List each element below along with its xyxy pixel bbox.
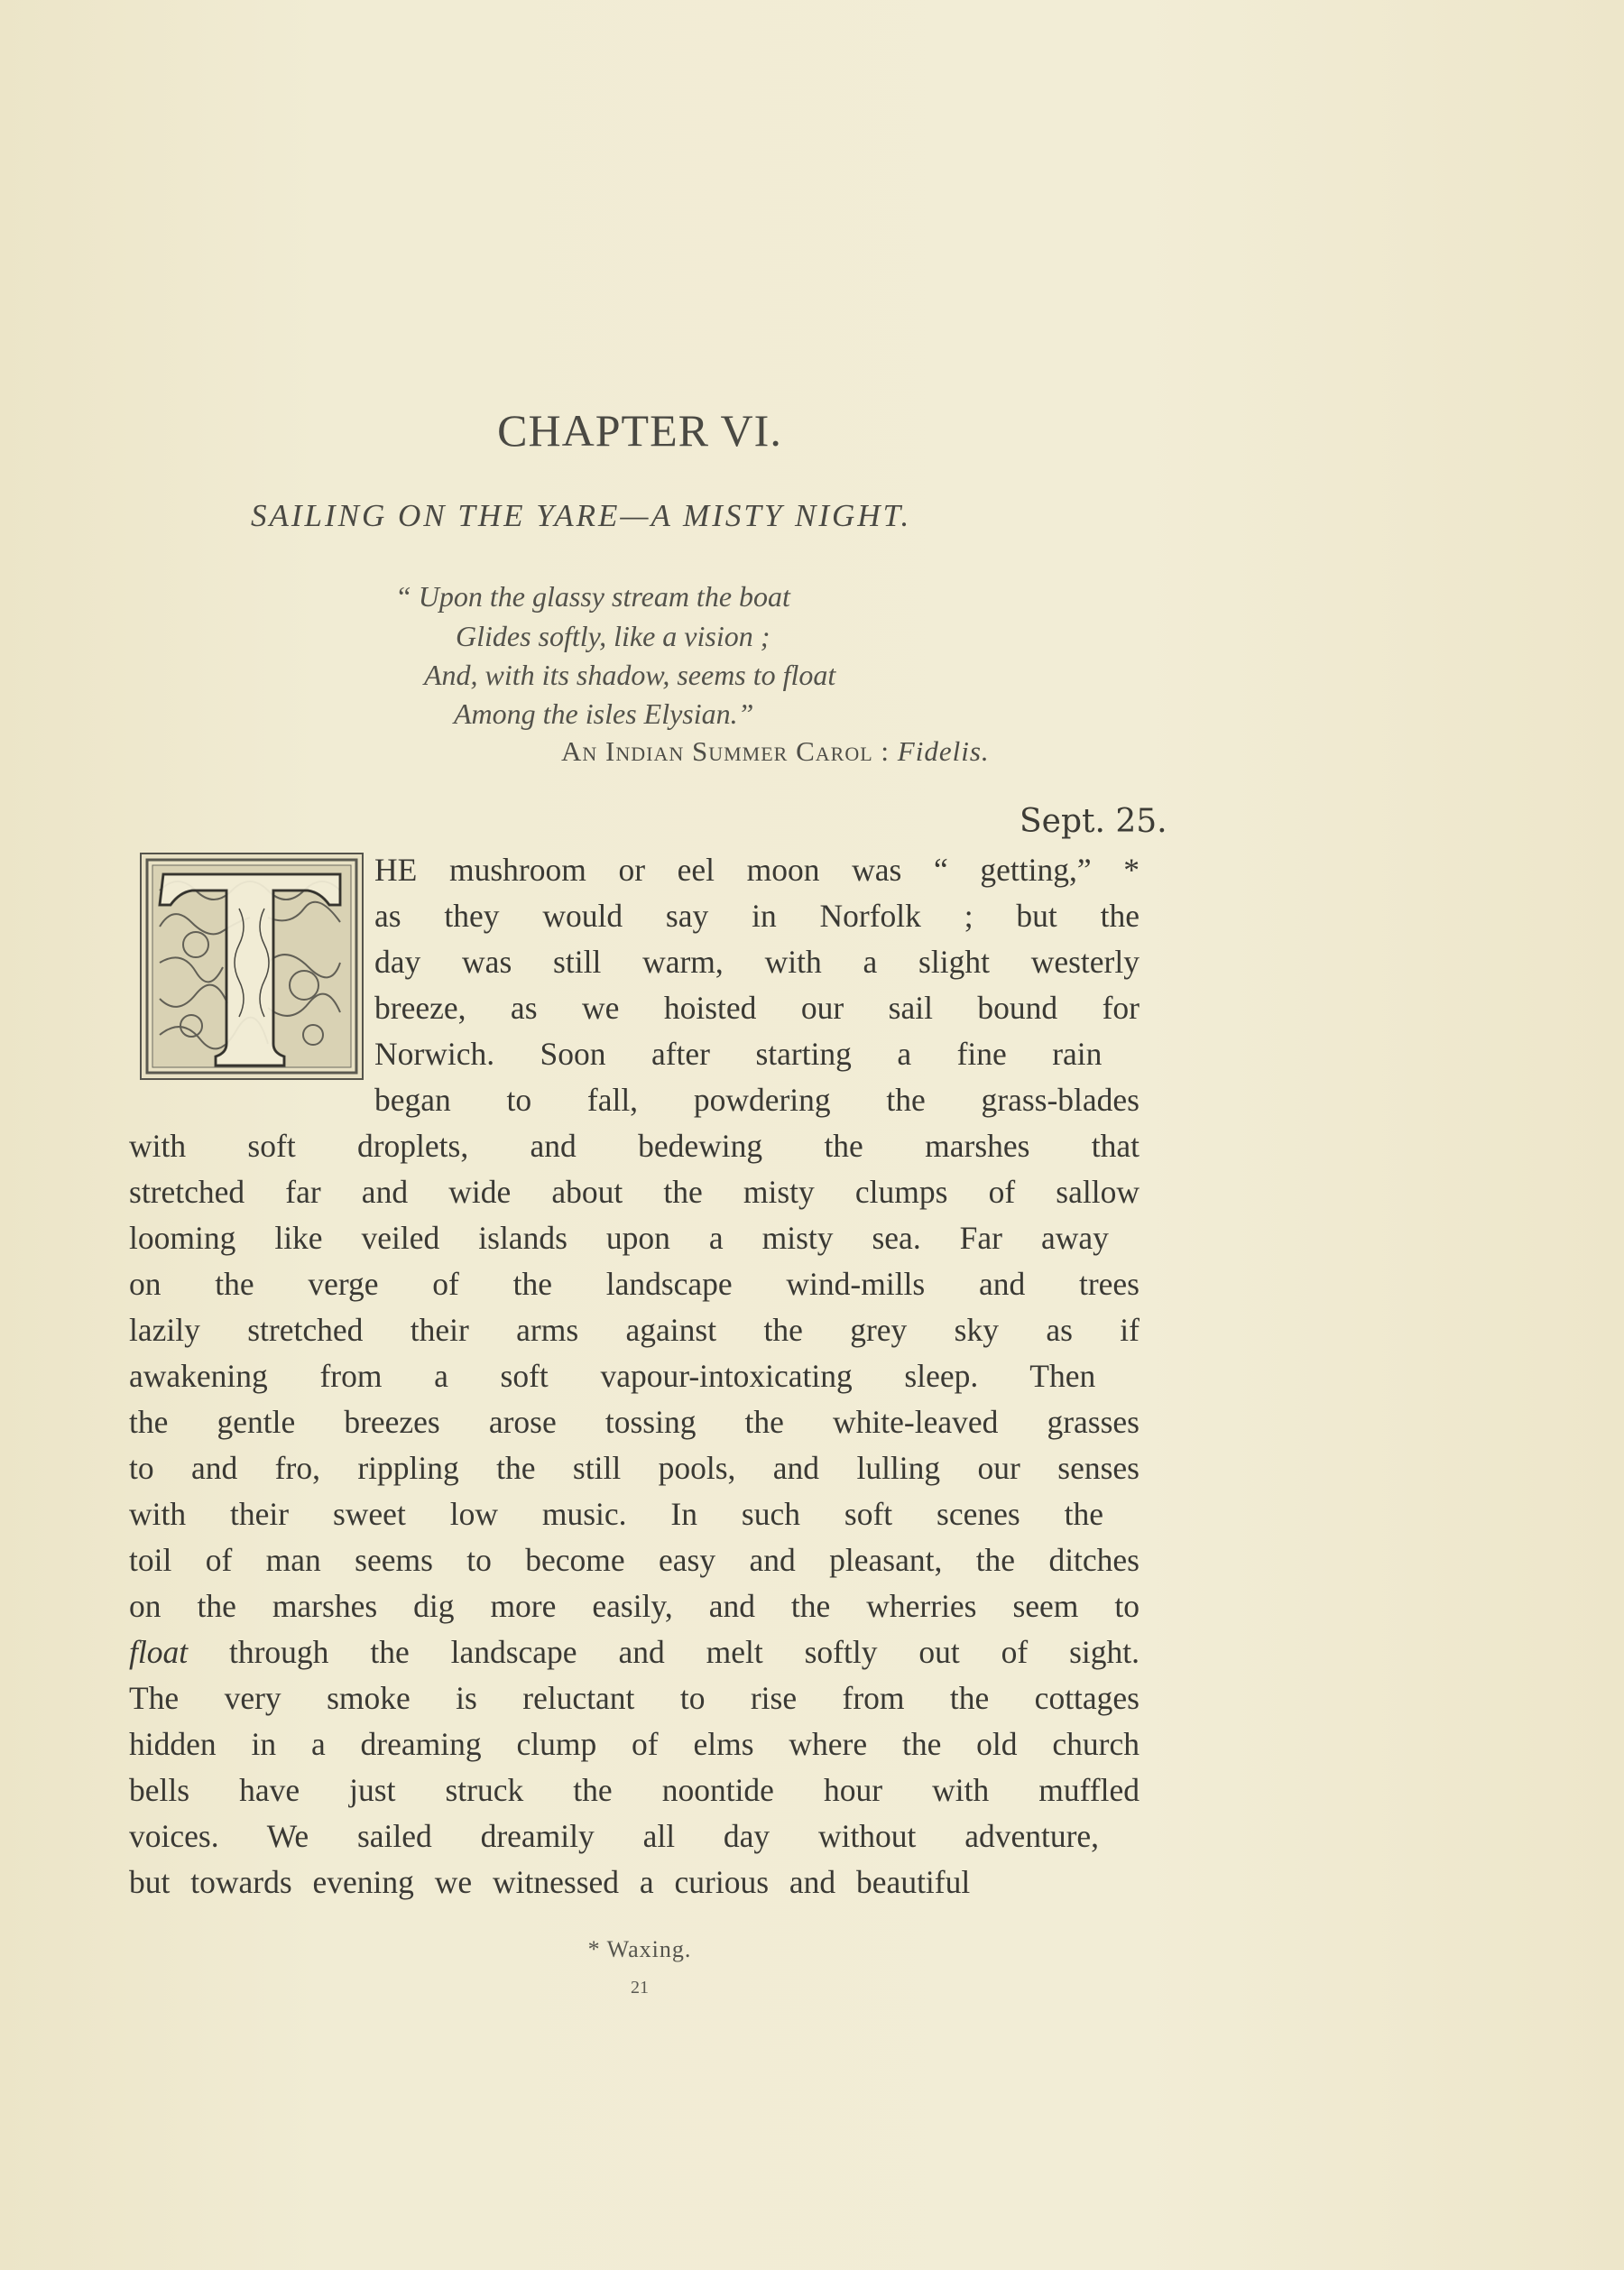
entry-date: Sept. 25. (1020, 803, 1167, 840)
body-line: as they would say in Norfolk ; but the (374, 898, 1140, 934)
italic-word: float (129, 1634, 189, 1670)
body-line: toil of man seems to become easy and pleasant, the ditches (129, 1542, 1140, 1578)
body-line: hidden in a dreaming clump of elms where the old church (129, 1726, 1140, 1762)
body-line: with their sweet low music. In such soft scenes the (129, 1496, 1103, 1532)
body-line: on the marshes dig more easily, and the wherries seem to (129, 1588, 1140, 1624)
chapter-subtitle: SAILING ON THE YARE—A MISTY NIGHT. (251, 498, 912, 533)
body-line: voices. We sailed dreamily all day without adventure, (129, 1818, 1100, 1854)
body-line: Norwich. Soon after starting a fine rain (374, 1036, 1103, 1072)
epigraph-line: “ Upon the glassy stream the boat (395, 580, 790, 613)
body-line: HE mushroom or eel moon was “ getting,” * (374, 852, 1140, 888)
body-line: began to fall, powdering the grass-blades (374, 1082, 1140, 1118)
body-line: but towards evening we witnessed a curious and beautiful (129, 1864, 971, 1900)
epigraph-attribution (561, 735, 990, 768)
body-line: bells have just struck the noontide hour with muffled (129, 1772, 1140, 1808)
body-line: breeze, as we hoisted our sail bound for (374, 990, 1140, 1026)
drop-cap-ornament-icon (142, 854, 362, 1078)
chapter-title: CHAPTER VI. (497, 405, 782, 456)
body-line: on the verge of the landscape wind-mills and trees (129, 1266, 1140, 1302)
attribution-source: An Indian Summer Carol (561, 735, 873, 767)
body-line: The very smoke is reluctant to rise from the cottages (129, 1680, 1140, 1716)
body-line: the gentle breezes arose tossing the white-leaved grasses (129, 1404, 1140, 1440)
body-line: to and fro, rippling the still pools, and lulling our senses (129, 1450, 1140, 1486)
body-line: looming like veiled islands upon a misty sea. Far away (129, 1220, 1109, 1256)
epigraph-line: Glides softly, like a vision ; (456, 620, 770, 652)
body-line: float through the landscape and melt softly out of sight. (129, 1634, 1140, 1670)
body-line: lazily stretched their arms against the grey sky as if (129, 1312, 1140, 1348)
body-line: stretched far and wide about the misty clumps of sallow (129, 1174, 1140, 1210)
attribution-author: Fidelis. (897, 735, 990, 767)
body-line: with soft droplets, and bedewing the marshes that (129, 1128, 1140, 1164)
attribution-separator: : (872, 735, 898, 767)
epigraph-line: And, with its shadow, seems to float (424, 659, 836, 691)
page-number: 21 (631, 1978, 649, 1998)
body-line: awakening from a soft vapour-intoxicating sleep. Then (129, 1358, 1096, 1394)
body-line: day was still warm, with a slight westerly (374, 944, 1140, 980)
ornamental-drop-cap (140, 853, 364, 1080)
epigraph-line: Among the isles Elysian.” (454, 697, 754, 730)
footnote: * Waxing. (587, 1936, 692, 1962)
